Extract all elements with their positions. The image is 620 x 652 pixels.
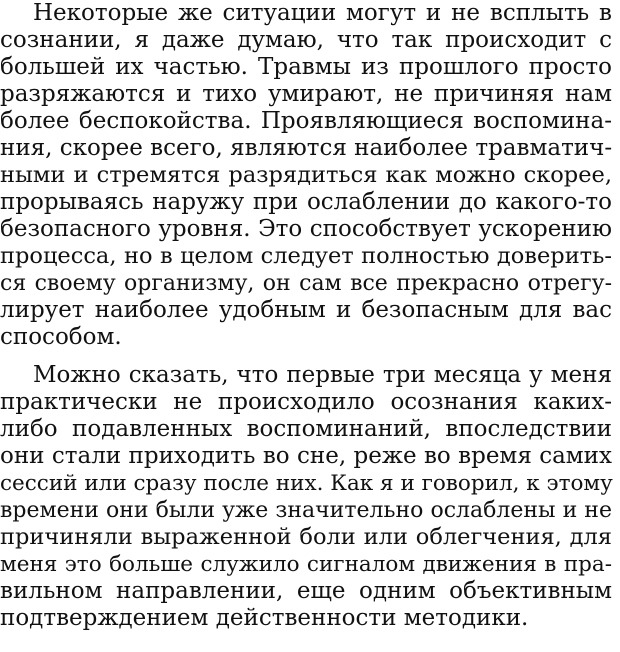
text-line: ными и стремятся разрядиться как можно скорее,	[0, 162, 612, 188]
text-line: сознании, я даже думаю, что так происходит с	[0, 27, 612, 53]
text-line: большей их частью. Травмы из прошлого просто	[0, 54, 612, 80]
text-line: практически не происходило осознания каких-	[0, 389, 612, 415]
text-line: более беспокойства. Проявляющиеся воспомина-	[0, 108, 612, 134]
text-line: способом.	[0, 324, 122, 350]
text-line: ся своему организму, он сам все прекрасно отрегу-	[0, 271, 612, 296]
text-line: либо подавленных воспоминаний, впоследствии	[0, 416, 612, 442]
text-line: лирует наиболее удобным и безопасным для вас	[0, 297, 612, 323]
text-line: процесса, но в целом следует полностью доверить-	[0, 243, 612, 269]
text-line: прорываясь наружу при ослаблении до какого-то	[0, 189, 612, 215]
text-line: они стали приходить во сне, реже во время самих	[0, 443, 612, 469]
text-line: причиняли выраженной боли или облегчения, для	[0, 524, 612, 550]
text-line: меня это больше служило сигналом движения в пра-	[0, 552, 612, 577]
text-line: подтверждением действенности методики.	[0, 605, 529, 631]
text-line: разряжаются и тихо умирают, не причиняя нам	[0, 81, 612, 107]
text-line: безопасного уровня. Это способствует ускорению	[0, 216, 612, 242]
text-line: вильном направлении, еще одним объективным	[0, 578, 612, 604]
text-line: времени они были уже значительно ослаблены и не	[0, 498, 612, 523]
text-line: Можно сказать, что первые три месяца у меня	[33, 362, 612, 388]
text-line: ния, скорее всего, являются наиболее травматич-	[0, 135, 613, 161]
text-line: Некоторые же ситуации могут и не всплыть в	[33, 0, 612, 26]
text-line: сессий или сразу после них. Как я и говорил, к этому	[0, 471, 613, 496]
